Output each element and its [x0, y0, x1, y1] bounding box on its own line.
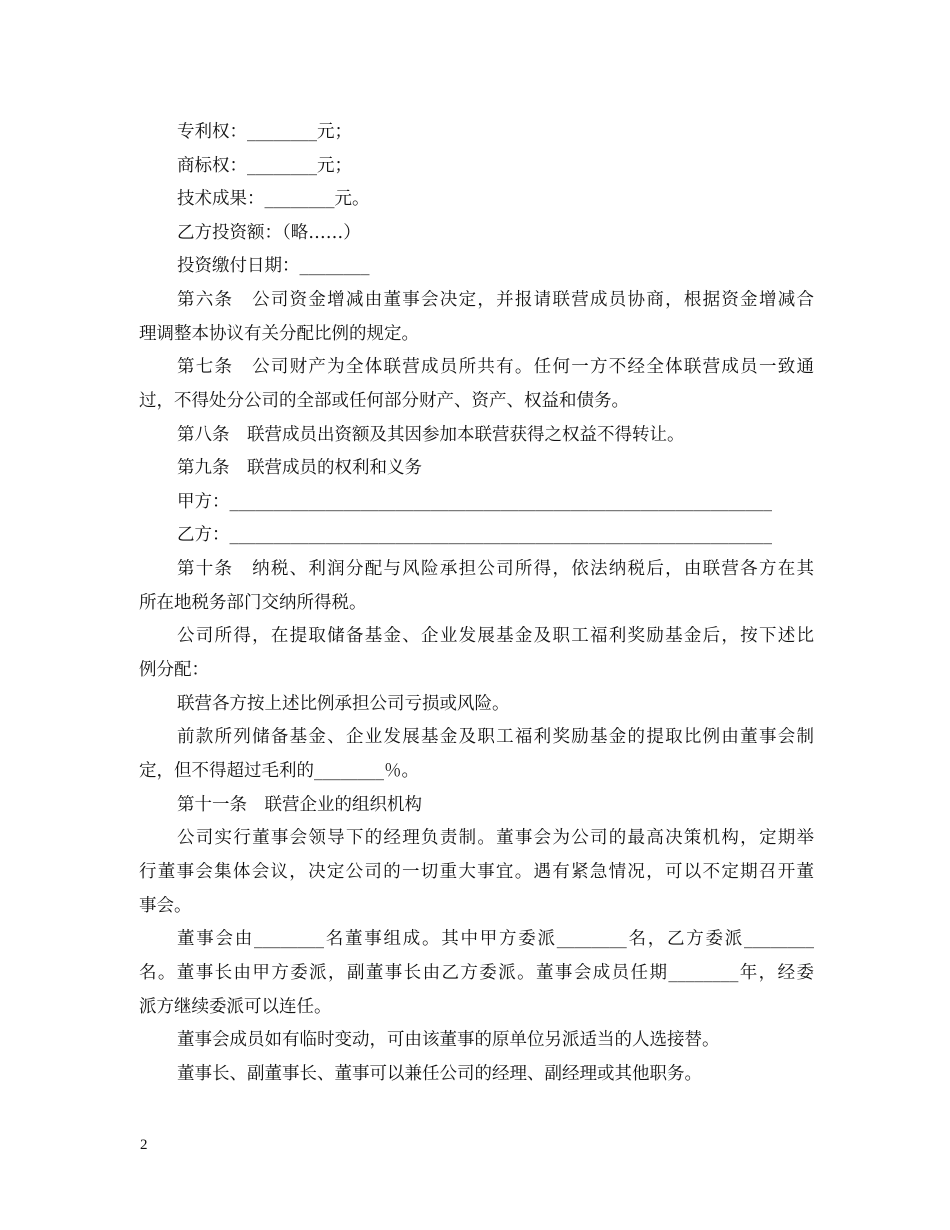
article-6-line-2: 理调整本协议有关分配比例的规定。 — [139, 324, 419, 344]
article-9-heading: 第九条 联营成员的权利和义务 — [177, 458, 422, 478]
profit-distribution-line-2: 例分配： — [139, 660, 209, 680]
page-number: 2 — [140, 1137, 148, 1153]
article-6-line-1: 第六条 公司资金增减由董事会决定，并报请联营成员协商，根据资金增减合 — [177, 290, 814, 310]
patent-value-line: 专利权：________元； — [177, 122, 352, 142]
article-10-line-1: 第十条 纳税、利润分配与风险承担公司所得，依法纳税后，由联营各方在其 — [177, 559, 814, 579]
article-7-line-2: 过，不得处分公司的全部或任何部分财产、资产、权益和债务。 — [139, 391, 629, 411]
trademark-value-line: 商标权：________元； — [177, 156, 352, 176]
article-11-heading: 第十一条 联营企业的组织机构 — [177, 795, 422, 815]
profit-distribution-line-1: 公司所得，在提取储备基金、企业发展基金及职工福利奖励基金后，按下述比 — [177, 626, 814, 646]
board-system-line-3: 事会。 — [139, 896, 192, 916]
board-system-line-2: 行董事会集体会议，决定公司的一切重大事宜。遇有紧急情况，可以不定期召开董 — [139, 862, 814, 882]
fund-ratio-line-1: 前款所列储备基金、企业发展基金及职工福利奖励基金的提取比例由董事会制 — [177, 727, 814, 747]
risk-sharing-line: 联营各方按上述比例承担公司亏损或风险。 — [177, 694, 510, 714]
technology-value-line: 技术成果：________元。 — [177, 189, 370, 209]
board-system-line-1: 公司实行董事会领导下的经理负责制。董事会为公司的最高决策机构，定期举 — [177, 828, 814, 848]
article-8-line: 第八条 联营成员出资额及其因参加本联营获得之权益不得转让。 — [177, 425, 685, 445]
fund-ratio-line-2: 定，但不得超过毛利的________％。 — [139, 761, 419, 781]
board-composition-line-2: 名。董事长由甲方委派，副董事长由乙方委派。董事会成员任期________年，经委 — [139, 963, 814, 983]
party-b-investment-line: 乙方投资额：（略……） — [177, 223, 361, 243]
party-a-blank-line: 甲方：______________________________________________________________ — [177, 492, 772, 512]
investment-date-line: 投资缴付日期：________ — [177, 256, 370, 276]
board-concurrent-role-line: 董事长、副董事长、董事可以兼任公司的经理、副经理或其他职务。 — [177, 1064, 702, 1084]
board-composition-line-3: 派方继续委派可以连任。 — [139, 997, 332, 1017]
article-10-line-2: 所在地税务部门交纳所得税。 — [139, 593, 367, 613]
party-b-blank-line: 乙方：______________________________________________________________ — [177, 525, 772, 545]
board-replacement-line: 董事会成员如有临时变动，可由该董事的原单位另派适当的人选接替。 — [177, 1030, 720, 1050]
article-7-line-1: 第七条 公司财产为全体联营成员所共有。任何一方不经全体联营成员一致通 — [177, 357, 814, 377]
board-composition-line-1: 董事会由________名董事组成。其中甲方委派________名，乙方委派________ — [177, 929, 814, 949]
